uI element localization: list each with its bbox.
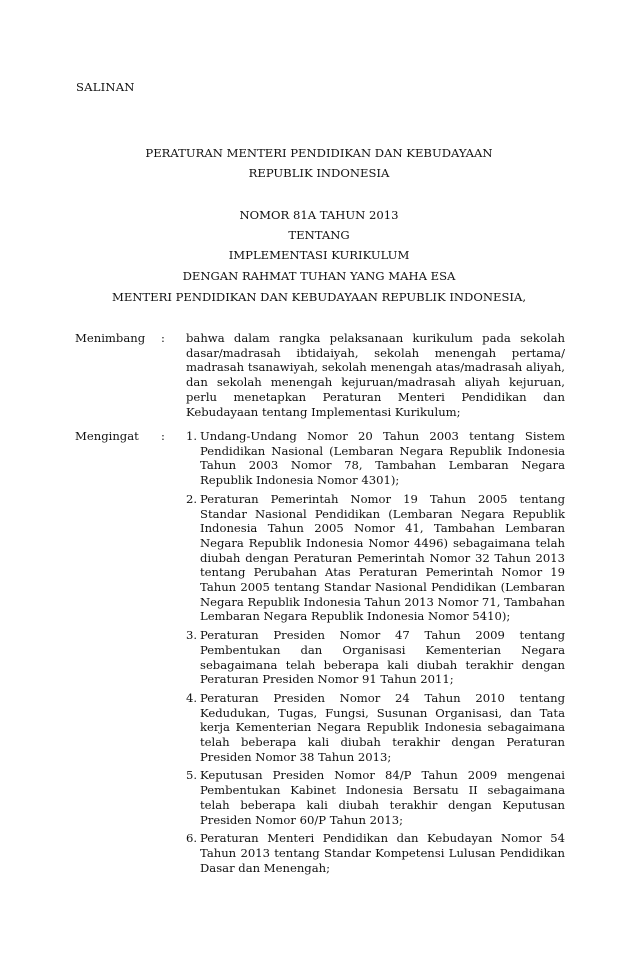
item-number: 1. — [186, 429, 198, 443]
item-number: 4. — [186, 690, 198, 705]
blessing-line: DENGAN RAHMAT TUHAN YANG MAHA ESA — [182, 269, 456, 283]
mengingat-label: Mengingat — [75, 429, 139, 443]
menimbang-colon: : — [161, 331, 165, 345]
item-number: 6. — [186, 831, 198, 846]
mengingat-item — [186, 492, 565, 624]
item-text: Undang-Undang Nomor 20 Tahun 2003 tentang Sistem Pendidikan Nasional (Lembaran Negara Republik Indonesia Tahun 2003 Nomor 78, Tambahan Lembaran Negara Republik Indonesia Nomor 4301); — [200, 429, 565, 488]
item-text: Peraturan Presiden Nomor 24 Tahun 2010 tentang Kedudukan, Tugas, Fungsi, Susunan Organisasi, dan Tata kerja Kementerian Negara Republik Indonesia sebagaimana telah beberapa kali diubah terakhir dengan Peraturan Presiden Nomor 38 Tahun 2013; — [200, 690, 565, 764]
mengingat-item — [186, 768, 565, 827]
item-number: 2. — [186, 491, 198, 506]
menimbang-label: Menimbang — [75, 331, 146, 345]
regulation-number: NOMOR 81A TAHUN 2013 — [239, 208, 399, 222]
regulation-subject: IMPLEMENTASI KURIKULUM — [228, 248, 410, 262]
menimbang-text: bahwa dalam rangka pelaksanaan kurikulum pada sekolah dasar/madrasah ibtidaiyah, sekolah menengah pertama/ madrasah tsanawiyah, sekolah menengah atas/madrasah aliyah, dan sekolah menengah kejuruan/madrasah aliyah kejuruan, perlu menetapkan Peraturan Menteri Pendidikan dan Kebudayaan tentang Implementasi Kurikulum; — [186, 331, 565, 419]
mengingat-item — [186, 429, 565, 488]
regulation-title: PERATURAN MENTERI PENDIDIKAN DAN KEBUDAYAAN — [145, 146, 493, 160]
item-text: Peraturan Pemerintah Nomor 19 Tahun 2005 tentang Standar Nasional Pendidikan (Lembaran Negara Republik Indonesia Tahun 2005 Nomor 41, Tambahan Lembaran Negara Republik Indonesia Nomor 4496) sebagaimana telah diubah dengan Peraturan Pemerintah Nomor 32 Tahun 2013 tentang Perubahan Atas Peraturan Pemerintah Nomor 19 Tahun 2005 tentang Standar Nasional Pendidikan (Lembaran Negara Republik Indonesia Tahun 2013 Nomor 71, Tambahan Lembaran Negara Republik Indonesia Nomor 5410); — [200, 491, 565, 624]
item-number: 5. — [186, 768, 198, 783]
about-label: TENTANG — [288, 228, 350, 242]
item-text: Peraturan Menteri Pendidikan dan Kebudayan Nomor 54 Tahun 2013 tentang Standar Kompetensi Lulusan Pendidikan Dasar dan Menengah; — [200, 831, 565, 875]
mengingat-item — [186, 691, 565, 765]
mengingat-list — [186, 429, 565, 879]
country-name: REPUBLIK INDONESIA — [248, 166, 390, 180]
mengingat-colon: : — [161, 429, 165, 443]
item-text: Peraturan Presiden Nomor 47 Tahun 2009 tentang Pembentukan dan Organisasi Kementerian Negara sebagaimana telah beberapa kali diubah terakhir dengan Peraturan Presiden Nomor 91 Tahun 2011; — [200, 628, 565, 687]
item-number: 3. — [186, 628, 198, 643]
mengingat-item — [186, 831, 565, 875]
mengingat-item — [186, 628, 565, 687]
minister-line: MENTERI PENDIDIKAN DAN KEBUDAYAAN REPUBLIK INDONESIA, — [111, 290, 527, 304]
salinan-label: SALINAN — [76, 80, 135, 94]
item-text: Keputusan Presiden Nomor 84/P Tahun 2009 mengenai Pembentukan Kabinet Indonesia Bersatu II sebagaimana telah beberapa kali diubah terakhir dengan Keputusan Presiden Nomor 60/P Tahun 2013; — [200, 768, 565, 827]
